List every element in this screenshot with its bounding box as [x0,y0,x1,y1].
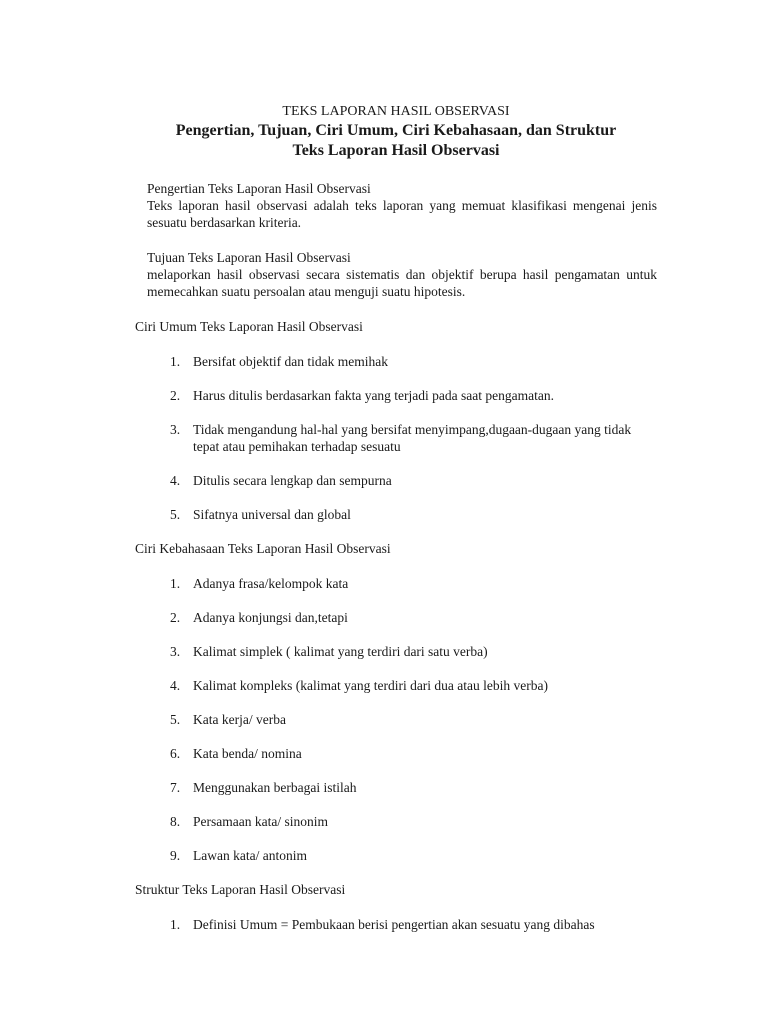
list-item-text: Adanya konjungsi dan,tetapi [193,610,348,625]
list-item [135,711,657,728]
list-ciri-kebahasaan [135,575,657,864]
list-item-number: 4. [170,678,181,693]
section-heading-pengertian: Pengertian Teks Laporan Hasil Observasi [147,181,371,196]
list-item-text: Kalimat kompleks (kalimat yang terdiri dari dua atau lebih verba) [193,678,549,693]
list-item-number: 2. [170,610,181,625]
section-ciri-kebahasaan [135,540,657,864]
list-item-text: Adanya frasa/kelompok kata [193,576,349,591]
list-item-number: 3. [170,644,181,659]
list-item-number: 1. [170,354,181,369]
list-item-text: Definisi Umum = Pembukaan berisi pengertian akan sesuatu yang dibahas [193,917,595,932]
list-item-text: Bersifat objektif dan tidak memihak [193,354,388,369]
list-item-number: 1. [170,917,181,932]
section-pengertian [135,180,657,231]
list-item-number: 7. [170,780,181,795]
list-item [135,813,657,830]
section-ciri-umum [135,318,657,523]
list-item [135,916,657,933]
list-item [135,575,657,592]
list-item [135,643,657,660]
list-item-text: Ditulis secara lengkap dan sempurna [193,473,392,488]
section-heading-ciri-kebahasaan: Ciri Kebahasaan Teks Laporan Hasil Observasi [135,541,391,556]
section-heading-struktur: Struktur Teks Laporan Hasil Observasi [135,882,346,897]
list-item [135,677,657,694]
list-item-number: 3. [170,422,181,437]
list-item-text: Kata kerja/ verba [193,712,286,727]
list-item-text: Harus ditulis berdasarkan fakta yang terjadi pada saat pengamatan. [193,388,554,403]
list-item [135,506,657,523]
list-item [135,353,657,370]
section-tujuan [135,249,657,300]
list-item-number: 6. [170,746,181,761]
document-subtitle-line1: Pengertian, Tujuan, Ciri Umum, Ciri Kebahasaan, dan Struktur [175,122,617,139]
list-item-number: 9. [170,848,181,863]
document-page [135,103,657,950]
list-item-number: 5. [170,712,181,727]
list-item-number: 4. [170,473,181,488]
section-heading-tujuan: Tujuan Teks Laporan Hasil Observasi [147,250,351,265]
document-subtitle-line2: Teks Laporan Hasil Observasi [292,142,500,159]
section-heading-ciri-umum: Ciri Umum Teks Laporan Hasil Observasi [135,319,363,334]
list-item [135,472,657,489]
list-item-number: 5. [170,507,181,522]
list-item-number: 2. [170,388,181,403]
list-item [135,609,657,626]
list-item [135,847,657,864]
paragraph-tujuan: melaporkan hasil observasi secara sistematis dan objektif berupa hasil pengamatan untuk memecahkan suatu persoalan atau menguji suatu hipotesis. [147,267,657,299]
list-item [135,387,657,404]
list-item-number: 1. [170,576,181,591]
list-item-text: Sifatnya universal dan global [193,507,351,522]
list-item-number: 8. [170,814,181,829]
list-item [135,779,657,796]
list-item [135,745,657,762]
list-item-text: Kata benda/ nomina [193,746,302,761]
list-item-text: Tidak mengandung hal-hal yang bersifat menyimpang,dugaan-dugaan yang tidak tepat atau pemihakan terhadap sesuatu [193,422,632,454]
paragraph-pengertian: Teks laporan hasil observasi adalah teks laporan yang memuat klasifikasi mengenai jenis sesuatu berdasarkan kriteria. [147,198,657,230]
section-struktur [135,881,657,933]
document-title: TEKS LAPORAN HASIL OBSERVASI [282,104,510,119]
list-item-text: Menggunakan berbagai istilah [193,780,357,795]
list-ciri-umum [135,353,657,523]
list-struktur [135,916,657,933]
list-item [135,421,657,455]
list-item-text: Kalimat simplek ( kalimat yang terdiri dari satu verba) [193,644,488,659]
list-item-text: Lawan kata/ antonim [193,848,307,863]
list-item-text: Persamaan kata/ sinonim [193,814,328,829]
